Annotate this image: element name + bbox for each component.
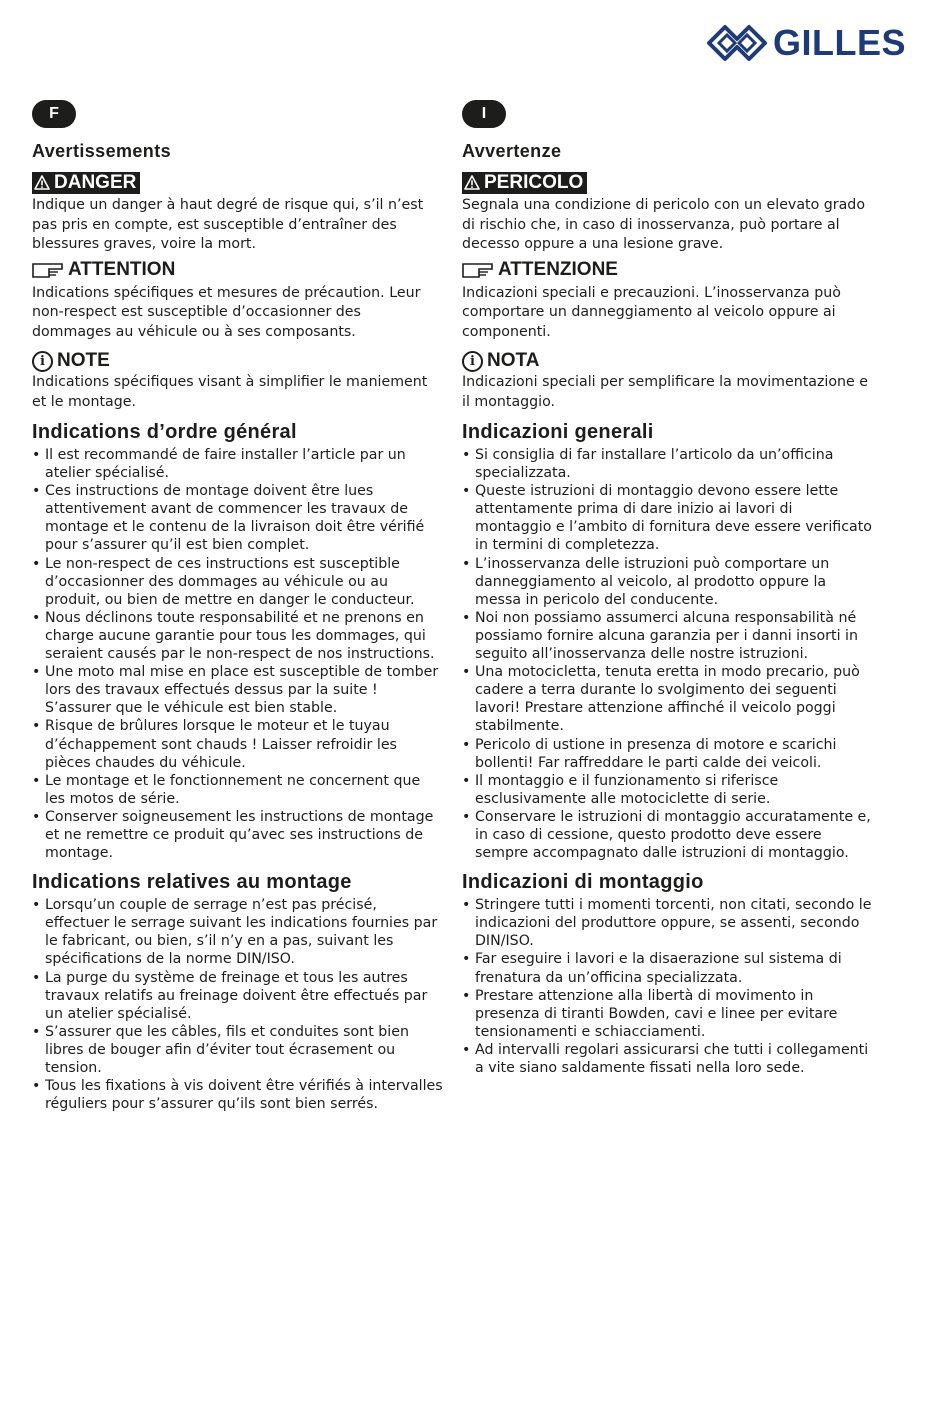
list-item: • Nous déclinons toute responsabilité et ne prenons en charge aucune garantie pour tous les dommages, qui seraient causés par le non-respect de nos instructions.	[32, 609, 444, 663]
list-item: • Le montage et le fonctionnement ne concernent que les motos de série.	[32, 772, 444, 808]
pointing-hand-icon	[462, 261, 494, 279]
list-item: • Le non-respect de ces instructions est susceptible d’occasionner des dommages au véhicule ou au produit, ou bien de mettre en danger le conducteur.	[32, 555, 444, 609]
list-item: • S’assurer que les câbles, fils et conduites sont bien libres de bouger afin d’éviter tout écrasement ou tension.	[32, 1023, 444, 1077]
list-item: • Conservare le istruzioni di montaggio accuratamente e, in caso di cessione, questo prodotto deve essere sempre accompagnato dalle istruzioni di montaggio.	[462, 808, 872, 862]
language-badge-italian: I	[462, 100, 506, 128]
attention-text-french: Indications spécifiques et mesures de précaution. Leur non-respect est susceptible d’occasionner des dommages au véhicule ou à ses composants.	[32, 284, 421, 340]
note-text-italian: Indicazioni speciali per semplificare la movimentazione e il montaggio.	[462, 374, 868, 410]
list-item: • Prestare attenzione alla libertà di movimento in presenza di tiranti Bowden, cavi e linee per evitare tensionamenti e schiacciamenti.	[462, 987, 872, 1041]
attention-text-italian: Indicazioni speciali e precauzioni. L’inosservanza può comportare un danneggiamento al veicolo oppure ai componenti.	[462, 284, 841, 340]
info-circle-icon: i	[32, 351, 53, 372]
danger-label-text: PERICOLO	[484, 172, 584, 193]
warning-triangle-icon	[34, 175, 50, 191]
warning-triangle-icon	[464, 175, 480, 191]
list-item: • Lorsqu’un couple de serrage n’est pas précisé, effectuer le serrage suivant les indications fournies par le fabricant, ou bien, s’il n’y en a pas, suivant les spécifications de la norme DIN/ISO.	[32, 896, 444, 968]
danger-label-italian	[462, 172, 587, 194]
attention-label-text: ATTENTION	[68, 258, 176, 280]
list-item: • Risque de brûlures lorsque le moteur et le tuyau d’échappement sont chauds ! Laisser refroidir les pièces chaudes du véhicule.	[32, 717, 444, 771]
danger-text-french: Indique un danger à haut degré de risque qui, s’il n’est pas pris en compte, est susceptible d’entraîner des blessures graves, voire la mort.	[32, 197, 424, 252]
list-item: • Una motocicletta, tenuta eretta in modo precario, può cadere a terra durante lo svolgimento dei seguenti lavori! Prestare attenzione affinché il veicolo poggi stabilmente.	[462, 663, 872, 735]
list-item: • Noi non possiamo assumerci alcuna responsabilità né possiamo fornire alcuna garanzia per i danni insorti in seguito all’inosservanza delle nostre istruzioni.	[462, 609, 872, 663]
list-item: • Une moto mal mise en place est susceptible de tomber lors des travaux effectués dessus par la suite ! S’assurer que le véhicule est bien stable.	[32, 663, 444, 717]
general-heading-french: Indications d’ordre général	[32, 421, 297, 443]
pointing-hand-icon	[32, 261, 64, 279]
list-item: • Pericolo di ustione in presenza di motore e scarichi bollenti! Far raffreddare le parti calde dei veicoli.	[462, 736, 872, 772]
general-heading-italian: Indicazioni generali	[462, 421, 654, 443]
danger-label-french	[32, 172, 140, 194]
list-item: • Ad intervalli regolari assicurarsi che tutti i collegamenti a vite siano saldamente fissati nella loro sede.	[462, 1041, 872, 1077]
general-list-french	[32, 446, 444, 862]
warnings-title-french: Avertissements	[32, 141, 172, 161]
french-column	[32, 100, 444, 1113]
list-item: • Il montaggio e il funzionamento si riferisce esclusivamente alle motociclette di serie.	[462, 772, 872, 808]
list-item: • Queste istruzioni di montaggio devono essere lette attentamente prima di dare inizio ai lavori di montaggio e l’ambito di fornitura deve essere verificato in termini di completezza.	[462, 482, 872, 554]
list-item: • La purge du système de freinage et tous les autres travaux relatifs au freinage doivent être effectués par un atelier spécialisé.	[32, 969, 444, 1023]
mounting-list-italian	[462, 896, 872, 1077]
note-text-french: Indications spécifiques visant à simplifier le maniement et le montage.	[32, 374, 428, 410]
warnings-title-italian: Avvertenze	[462, 141, 562, 161]
attention-label-text: ATTENZIONE	[498, 258, 618, 280]
mounting-heading-italian: Indicazioni di montaggio	[462, 871, 704, 894]
list-item: • Conserver soigneusement les instructions de montage et ne remettre ce produit qu’avec ses instructions de montage.	[32, 808, 444, 862]
attention-label-french	[32, 259, 175, 281]
list-item: • L’inosservanza delle istruzioni può comportare un danneggiamento al veicolo, al prodotto oppure la messa in pericolo del conducente.	[462, 555, 872, 609]
attention-label-italian	[462, 259, 618, 281]
gilles-logo	[705, 22, 906, 64]
note-label-text: NOTE	[57, 350, 110, 371]
note-label-french	[32, 350, 110, 372]
mounting-list-french	[32, 896, 444, 1113]
list-item: • Ces instructions de montage doivent être lues attentivement avant de commencer les travaux de montage et le contenu de la livraison doit être vérifié pour s’assurer qu’il est bien complet.	[32, 482, 444, 554]
italian-column	[462, 100, 872, 1077]
danger-label-text: DANGER	[54, 172, 137, 193]
list-item: • Tous les fixations à vis doivent être vérifiés à intervalles réguliers pour s’assurer qu’ils sont bien serrés.	[32, 1077, 444, 1113]
general-list-italian	[462, 446, 872, 862]
note-label-text: NOTA	[487, 350, 540, 371]
list-item: • Il est recommandé de faire installer l’article par un atelier spécialisé.	[32, 446, 444, 482]
gilles-emblem-icon	[705, 23, 769, 63]
mounting-heading-french: Indications relatives au montage	[32, 871, 352, 894]
info-circle-icon: i	[462, 351, 483, 372]
list-item: • Stringere tutti i momenti torcenti, non citati, secondo le indicazioni del produttore oppure, se assenti, secondo DIN/ISO.	[462, 896, 872, 950]
list-item: • Far eseguire i lavori e la disaerazione sul sistema di frenatura da un’officina specializzata.	[462, 950, 872, 986]
brand-name: GILLES	[772, 22, 906, 63]
danger-text-italian: Segnala una condizione di pericolo con un elevato grado di rischio che, in caso di inosservanza, può portare al decesso oppure a una lesione grave.	[462, 197, 865, 252]
note-label-italian	[462, 350, 539, 372]
language-badge-french: F	[32, 100, 76, 128]
list-item: • Si consiglia di far installare l’articolo da un’officina specializzata.	[462, 446, 872, 482]
